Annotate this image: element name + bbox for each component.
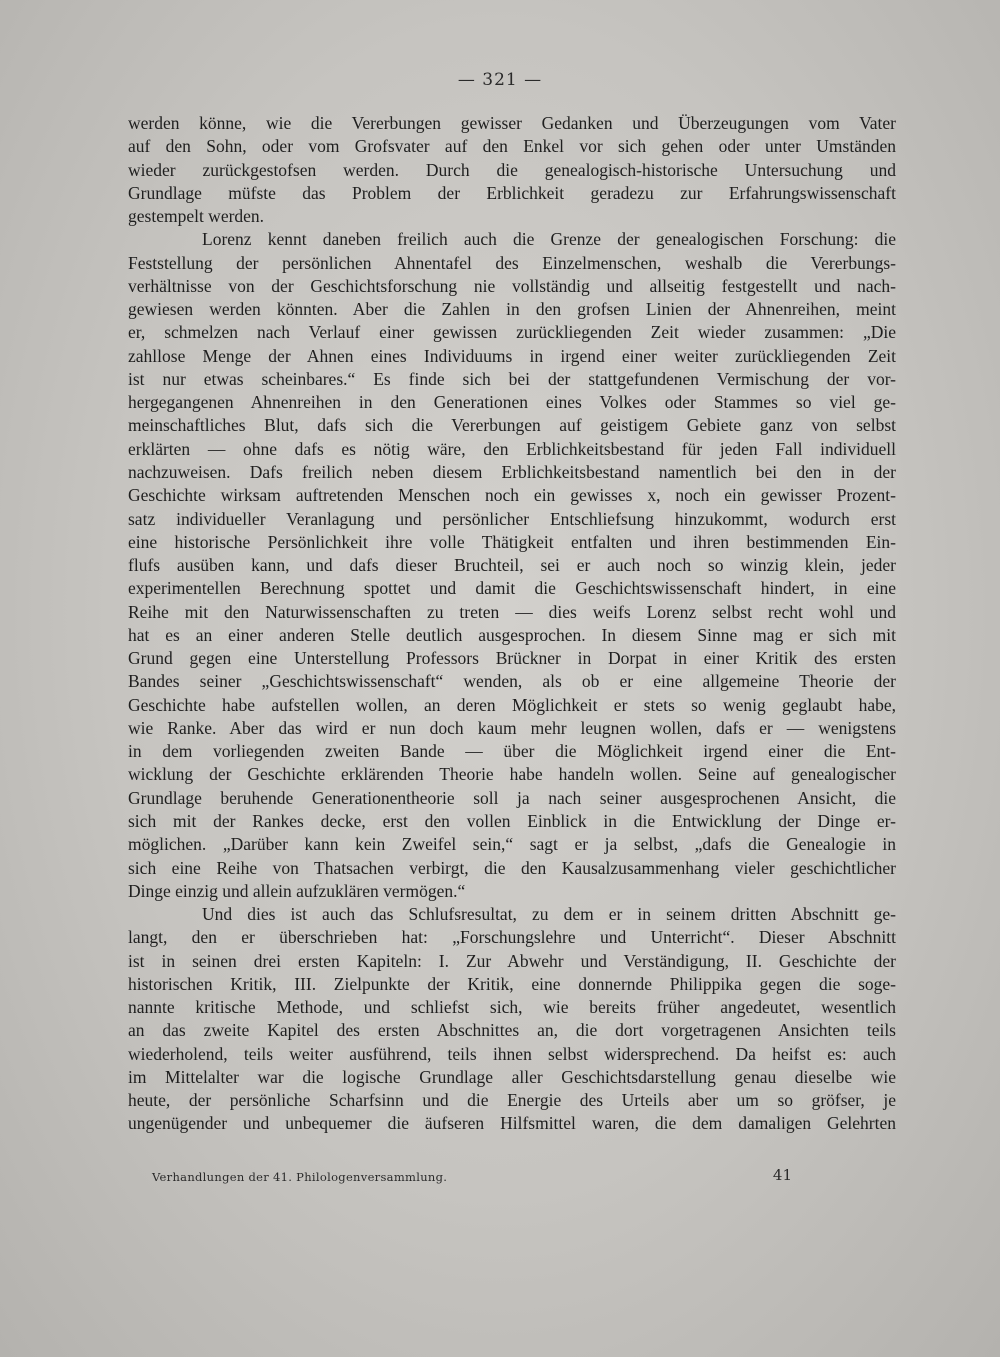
paragraph	[128, 112, 896, 228]
paragraph	[128, 228, 896, 903]
text-line: er, schmelzen nach Verlauf einer gewissen zurückliegenden Zeit wieder zusammen: „Die	[128, 322, 896, 343]
text-line: heute, der persönliche Scharfsinn und die Energie des Urteils aber um so gröfser, je	[128, 1090, 896, 1111]
text-line: gewiesen werden könnten. Aber die Zahlen in den grofsen Linien der Ahnenreihen, meint	[128, 299, 896, 320]
text-line: hergegangenen Ahnenreihen in den Generationen eines Volkes oder Stammes so viel ge-	[128, 392, 896, 413]
footer-signature-line: Verhandlungen der 41. Philologenversammlung.	[152, 1170, 448, 1184]
text-line: ist in seinen drei ersten Kapiteln: I. Zur Abwehr und Verständigung, II. Geschichte der	[128, 950, 896, 971]
text-line: wicklung der Geschichte erklärenden Theorie habe handeln wollen. Seine auf genealogischer	[128, 764, 896, 785]
text-line: Dinge einzig und allein aufzuklären vermögen.“	[128, 880, 466, 901]
text-line: Geschichte wirksam auftretenden Menschen noch ein gewisses x, noch ein gewisser Prozent-	[128, 485, 896, 506]
text-line: historischen Kritik, III. Zielpunkte der Kritik, eine donnernde Philippika gegen die soge-	[128, 973, 896, 994]
text-line: nannte kritische Methode, und schliefst sich, wie bereits früher angedeutet, wesentlich	[128, 997, 896, 1018]
text-line: in dem vorliegenden zweiten Bande — über die Möglichkeit irgend einer die Ent-	[128, 741, 896, 762]
text-line: Geschichte habe aufstellen wollen, an deren Möglichkeit er stets so wenig geglaubt habe,	[128, 694, 896, 715]
text-line: möglichen. „Darüber kann kein Zweifel sein,“ sagt er ja selbst, „dafs die Genealogie in	[128, 834, 896, 855]
text-line: Bandes seiner „Geschichtswissenschaft“ wenden, als ob er eine allgemeine Theorie der	[128, 671, 896, 692]
text-line: an das zweite Kapitel des ersten Abschnittes an, die dort vorgetragenen Ansichten teils	[128, 1020, 896, 1041]
text-line: sich eine Reihe von Thatsachen verbirgt, die den Kausalzusammenhang vieler geschichtlicher	[128, 857, 896, 878]
text-line: werden könne, wie die Vererbungen gewisser Gedanken und Überzeugungen vom Vater	[128, 113, 896, 133]
text-line: Und dies ist auch das Schlufsresultat, zu dem er in seinem dritten Abschnitt ge-	[202, 904, 896, 925]
page-number: — 321 —	[457, 70, 543, 90]
text-line: Reihe mit den Naturwissenschaften zu treten — dies weifs Lorenz selbst recht wohl und	[128, 601, 896, 622]
text-line: wiederholend, teils weiter ausführend, teils ihnen selbst widersprechend. Da heifst es: auch	[128, 1043, 896, 1064]
text-line: experimentellen Berechnung spottet und damit die Geschichtswissenschaft hindert, in eine	[128, 578, 896, 599]
text-line: nachzuweisen. Dafs freilich neben diesem Erblichkeitsbestand namentlich bei den in der	[128, 461, 896, 482]
text-line: Grundlage beruhende Generationentheorie soll ja nach seiner ausgesprochenen Ansicht, die	[128, 787, 896, 808]
text-line: flufs ausüben kann, und dafs dieser Bruchteil, sei er auch noch so winzig klein, jeder	[128, 555, 896, 576]
body-text	[128, 112, 896, 1136]
text-line: ist nur etwas scheinbares.“ Es finde sich bei der stattgefundenen Vermischung der vor-	[128, 368, 896, 389]
text-line: zahllose Menge der Ahnen eines Individuums in irgend einer weiter zurückliegenden Zeit	[128, 345, 896, 366]
text-line: wieder zurückgestofsen werden. Durch die genealogisch-historische Untersuchung und	[128, 159, 896, 180]
text-line: sich mit der Rankes decke, erst den vollen Einblick in die Entwicklung der Dinge er-	[128, 810, 896, 831]
text-line: ungenügender und unbequemer die äufseren Hilfsmittel waren, die dem damaligen Gelehrten	[128, 1113, 896, 1134]
text-line: Grund gegen eine Unterstellung Professors Brückner in Dorpat in einer Kritik des ersten	[128, 648, 896, 669]
text-line: im Mittelalter war die logische Grundlage aller Geschichtsdarstellung genau dieselbe wie	[128, 1066, 896, 1087]
text-line: langt, den er überschrieben hat: „Forschungslehre und Unterricht“. Dieser Abschnitt	[128, 927, 896, 948]
footer-signature-number: 41	[772, 1166, 792, 1184]
text-line: verhältnisse von der Geschichtsforschung nie vollständig und allseitig festgestellt und nach-	[128, 275, 896, 296]
text-line: hat es an einer anderen Stelle deutlich ausgesprochen. In diesem Sinne mag er sich mit	[128, 624, 896, 645]
text-line: satz individueller Veranlagung und persönlicher Entschliefsung hinzukommt, wodurch erst	[128, 508, 896, 529]
text-line: wie Ranke. Aber das wird er nun doch kaum mehr leugnen wollen, dafs er — wenigstens	[128, 717, 896, 738]
text-line: erklärten — ohne dafs es nötig wäre, den Erblichkeitsbestand für jeden Fall individuell	[128, 438, 896, 459]
text-line: meinschaftliches Blut, dafs sich die Vererbungen auf geistigem Gebiete ganz von selbst	[128, 415, 896, 436]
text-line: eine historische Persönlichkeit ihre volle Thätigkeit entfalten und ihren bestimmenden Ein-	[128, 531, 896, 552]
text-line: auf den Sohn, oder vom Grofsvater auf den Enkel vor sich gehen oder unter Umständen	[128, 136, 896, 157]
text-line: Grundlage müfste das Problem der Erblichkeit geradezu zur Erfahrungswissenschaft	[128, 182, 896, 203]
paragraph	[128, 903, 896, 1136]
text-line: gestempelt werden.	[128, 206, 265, 227]
text-line: Feststellung der persönlichen Ahnentafel des Einzelmenschen, weshalb die Vererbungs-	[128, 252, 896, 273]
text-line: Lorenz kennt daneben freilich auch die Grenze der genealogischen Forschung: die	[202, 229, 896, 250]
